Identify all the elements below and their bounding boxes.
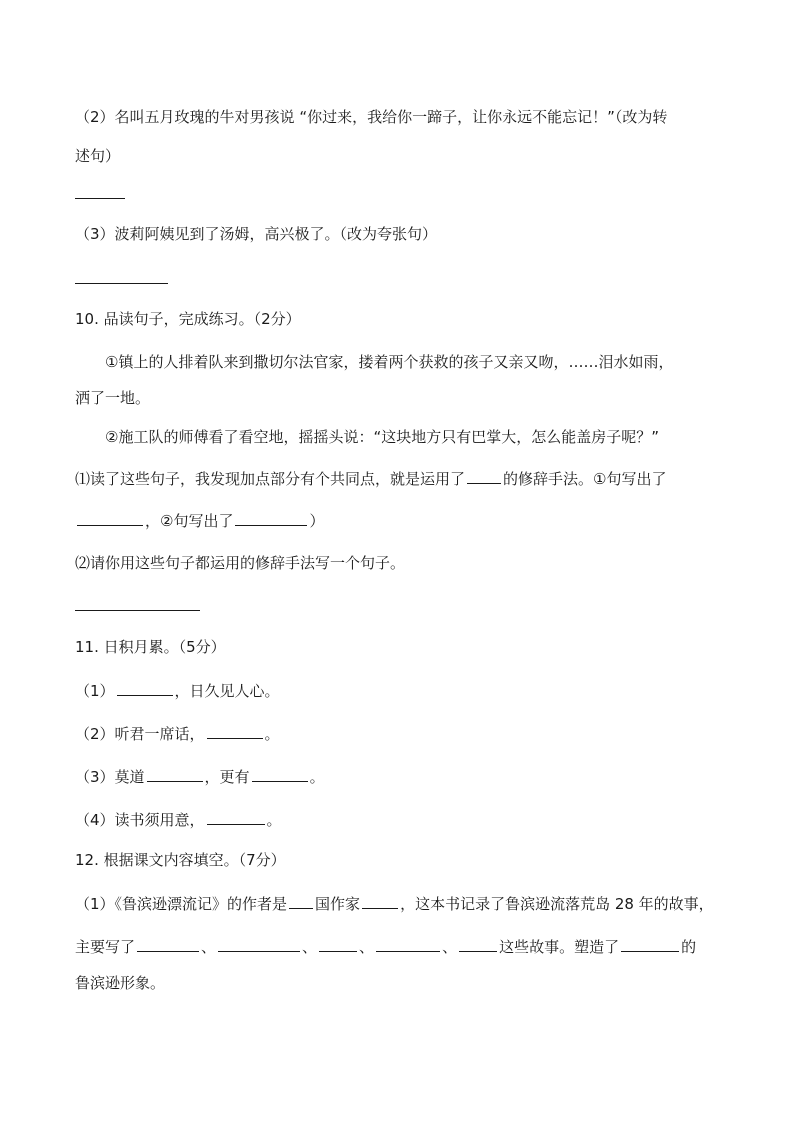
q10-sentence1-line2: 洒了一地。 bbox=[75, 389, 151, 407]
blank-story-1[interactable] bbox=[137, 936, 199, 952]
q9-sentence2-line1: （2）名叫五月玫瑰的牛对男孩说 “你过来，我给你一蹄子，让你永远不能忘记！”（改为转 bbox=[75, 108, 668, 126]
blank-story-3[interactable] bbox=[319, 936, 357, 952]
blank-q11-2[interactable] bbox=[207, 723, 263, 739]
blank-sentence1-effect[interactable] bbox=[77, 510, 143, 526]
q12-sep-1: 、 bbox=[201, 938, 217, 956]
q10-part2: ⑵请你用这些句子都运用的修辞手法写一个句子。 bbox=[75, 554, 406, 572]
q11-item3-end: 。 bbox=[309, 768, 325, 786]
q11-item3 bbox=[75, 766, 325, 787]
q11-item3-text-b: ，更有 bbox=[204, 768, 250, 786]
blank-q11-3b[interactable] bbox=[252, 766, 308, 782]
answer-line-q10-2[interactable] bbox=[75, 610, 200, 611]
q10-part1-text-d: ） bbox=[309, 512, 325, 530]
blank-q11-4[interactable] bbox=[207, 809, 265, 825]
q10-part1-text-b: 的修辞手法。①句写出了 bbox=[503, 470, 667, 488]
q11-item4 bbox=[75, 809, 282, 830]
q12-line1-text-c: ，这本书记录了鲁滨逊流落荒岛 28 年的故事， bbox=[400, 895, 714, 913]
q11-item3-text-a: （3）莫道 bbox=[75, 768, 145, 786]
q11-item2-text: （2）听君一席话， bbox=[75, 725, 205, 743]
q11-item1-prefix: （1） bbox=[75, 682, 115, 700]
q12-line2-text-c: 的 bbox=[681, 938, 697, 956]
q12-sep-4: 、 bbox=[442, 938, 458, 956]
q9-sentence2-line2: 述句） bbox=[75, 147, 121, 165]
q12-line2-text-b: 这些故事。塑造了 bbox=[499, 938, 620, 956]
q12-line2 bbox=[75, 936, 696, 957]
blank-q11-3a[interactable] bbox=[147, 766, 203, 782]
blank-rhetoric[interactable] bbox=[467, 468, 501, 484]
q10-part1-text-a: ⑴读了这些句子，我发现加点部分有个共同点，就是运用了 bbox=[75, 470, 466, 488]
q10-title: 10. 品读句子，完成练习。（2分） bbox=[75, 310, 301, 328]
q10-sentence2: ②施工队的师傅看了看空地，摇摇头说：“这块地方只有巴掌大，怎么能盖房子呢？” bbox=[105, 428, 659, 446]
q12-line2-text-a: 主要写了 bbox=[75, 938, 136, 956]
q11-item2-end: 。 bbox=[264, 725, 280, 743]
blank-character-trait[interactable] bbox=[621, 936, 679, 952]
blank-q11-1[interactable] bbox=[117, 680, 173, 696]
q12-sep-2: 、 bbox=[302, 938, 318, 956]
blank-author-name[interactable] bbox=[362, 893, 398, 909]
answer-line-q9-2[interactable] bbox=[75, 198, 125, 199]
blank-story-4[interactable] bbox=[376, 936, 440, 952]
q10-sentence1-line1: ①镇上的人排着队来到撒切尔法官家，搂着两个获救的孩子又亲又吻，……泪水如雨， bbox=[105, 353, 674, 371]
blank-story-5[interactable] bbox=[459, 936, 497, 952]
blank-author-country[interactable] bbox=[289, 893, 313, 909]
q12-line1-text-b: 国作家 bbox=[315, 895, 361, 913]
q10-part1-line1 bbox=[75, 468, 666, 489]
answer-line-q9-3[interactable] bbox=[75, 283, 168, 284]
q11-item4-text: （4）读书须用意， bbox=[75, 811, 205, 829]
q10-part1-text-c: ，②句写出了 bbox=[145, 512, 234, 530]
q11-item2 bbox=[75, 723, 280, 744]
q10-part1-line2 bbox=[75, 510, 324, 531]
blank-sentence2-effect[interactable] bbox=[235, 510, 307, 526]
q11-item1-text: ，日久见人心。 bbox=[174, 682, 280, 700]
q12-line3: 鲁滨逊形象。 bbox=[75, 974, 166, 992]
q12-sep-3: 、 bbox=[359, 938, 375, 956]
q12-line1-text-a: （1）《鲁滨逊漂流记》的作者是 bbox=[75, 895, 288, 913]
q11-item4-end: 。 bbox=[266, 811, 282, 829]
blank-story-2[interactable] bbox=[218, 936, 300, 952]
q11-title: 11. 日积月累。（5分） bbox=[75, 638, 226, 656]
q12-line1 bbox=[75, 893, 714, 914]
q12-title: 12. 根据课文内容填空。（7分） bbox=[75, 851, 286, 869]
q11-item1 bbox=[75, 680, 280, 701]
q9-sentence3: （3）波莉阿姨见到了汤姆，高兴极了。（改为夸张句） bbox=[75, 225, 438, 243]
